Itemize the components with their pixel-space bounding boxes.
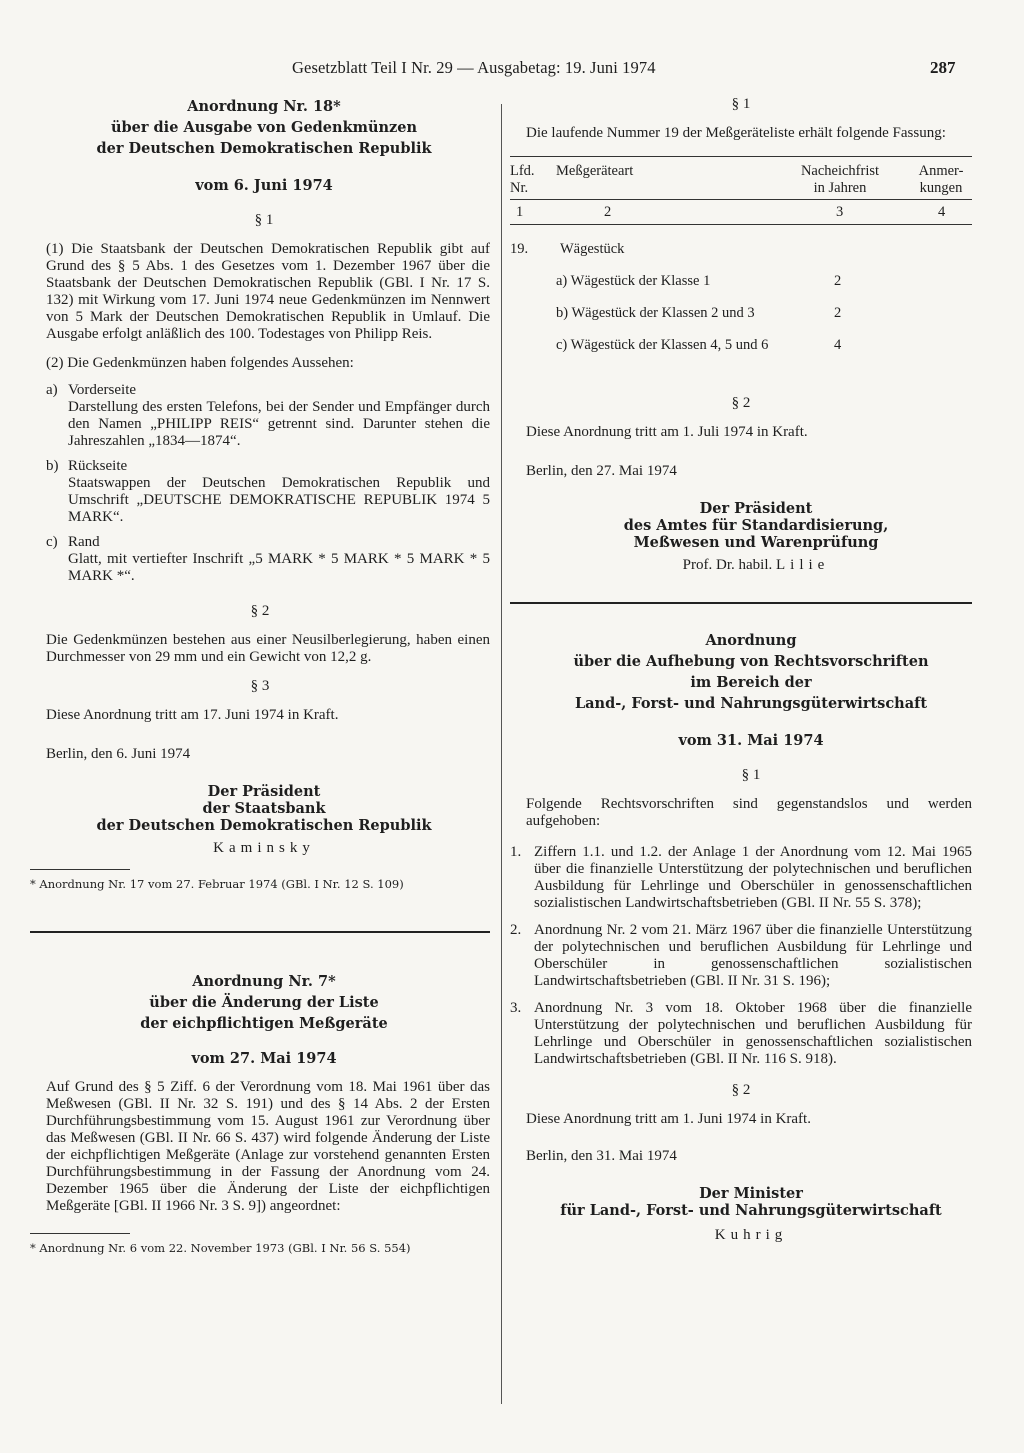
row-b-value: 2 bbox=[834, 305, 842, 321]
colnum-3: 3 bbox=[836, 204, 844, 220]
ao-item-2-number: 2. bbox=[510, 922, 522, 938]
row-a-label: a) Wägestück der Klasse 1 bbox=[556, 273, 711, 289]
ao-title-4: Land-, Forst- und Nahrungsgüterwirtschaft bbox=[574, 695, 928, 712]
row-title: Wägestück bbox=[560, 241, 625, 257]
ao-title-3: im Bereich der bbox=[690, 674, 812, 691]
a18-signature-line-1: Der Präsident bbox=[207, 783, 321, 800]
a18-item-a bbox=[30, 382, 490, 450]
column-divider bbox=[501, 104, 502, 1404]
table-header-period-line-1: Nacheichfrist bbox=[800, 163, 880, 179]
right-column bbox=[510, 96, 972, 1244]
row-c-label: c) Wägestück der Klassen 4, 5 und 6 bbox=[556, 337, 769, 353]
ao-signature-line-1: Der Minister bbox=[699, 1185, 803, 1202]
row-b-label: b) Wägestück der Klassen 2 und 3 bbox=[556, 305, 755, 321]
table-header-notes bbox=[910, 163, 972, 197]
ao-item-list bbox=[510, 844, 972, 1068]
a7-intro: Die laufende Nummer 19 der Meßgeräteliste erhält folgende Fassung: bbox=[526, 125, 946, 141]
a7-signer-prefix: Prof. Dr. habil. bbox=[682, 557, 773, 573]
a7-heading bbox=[38, 971, 490, 1034]
ao-item-3-text: Anordnung Nr. 3 vom 18. Oktober 1968 über die finanzielle Unterstützung der polytechnischen und beruflichen Ausbildung für Lehrlinge und Oberschüler in genossenschaftlichen sozialistischen Landwirtschaftsbetrieben (GBl. II Nr. 116 S. 918). bbox=[534, 1000, 972, 1067]
table-header-period bbox=[780, 163, 900, 197]
a18-item-c-text: Glatt, mit vertiefter Inschrift „5 MARK * 5 MARK * 5 MARK * 5 MARK *“. bbox=[68, 551, 490, 584]
table-colnum-row bbox=[510, 200, 972, 225]
page-header bbox=[0, 58, 1024, 86]
a7-date: vom 27. Mai 1974 bbox=[191, 1050, 337, 1067]
ao-item-2-text: Anordnung Nr. 2 vom 21. März 1967 über die finanzielle Unterstützung der polytechnischen und beruflichen Ausbildung für Lehrlinge und Oberschüler in genossenschaftlichen sozialistischen Landwirtschaftsbetrieben (GBl. II Nr. 31 S. 196); bbox=[534, 922, 972, 989]
row-a-value: 2 bbox=[834, 273, 842, 289]
row-c-value: 4 bbox=[834, 337, 842, 353]
table-header-lfd-line-1: Lfd. bbox=[510, 163, 535, 179]
section-separator-right bbox=[510, 602, 972, 604]
a7-signature-line-2: des Amtes für Standardisierung, bbox=[623, 517, 889, 534]
page-number: 287 bbox=[930, 58, 956, 77]
a18-item-a-label: a) bbox=[46, 382, 58, 398]
row-number: 19. bbox=[510, 241, 529, 257]
gazette-title: Gesetzblatt Teil I Nr. 29 — Ausgabetag: 19. Juni 1974 bbox=[292, 58, 656, 77]
measuring-devices-table bbox=[510, 156, 972, 381]
left-column bbox=[30, 96, 490, 1257]
a18-item-b bbox=[30, 458, 490, 526]
table-header-lfd-line-2: Nr. bbox=[510, 180, 529, 196]
a18-paragraph-2: (2) Die Gedenkmünzen haben folgendes Aussehen: bbox=[46, 355, 354, 371]
table-header-device-type bbox=[556, 163, 633, 180]
ao-section-1: § 1 bbox=[741, 767, 761, 783]
a7-title-1: Anordnung Nr. 7* bbox=[192, 973, 336, 990]
a18-item-c bbox=[30, 534, 490, 585]
a7-title-3: der eichpflichtigen Meßgeräte bbox=[140, 1015, 388, 1032]
a7-title-2: über die Änderung der Liste bbox=[149, 994, 379, 1011]
section-separator-left bbox=[30, 931, 490, 933]
a7-signature-line-3: Meßwesen und Warenprüfung bbox=[633, 534, 879, 551]
a18-paragraph-3: Die Gedenkmünzen bestehen aus einer Neusilberlegierung, haben einen Durchmesser von 29 mm und ein Gewicht von 12,2 g. bbox=[46, 632, 490, 665]
ao-item-1-number: 1. bbox=[510, 844, 522, 860]
colnum-1: 1 bbox=[516, 204, 524, 220]
a18-item-a-text: Darstellung des ersten Telefons, bei der Sender und Empfänger durch den Namen „PHILIPP REIS“ getrennt sind. Darunter stehen die Jahreszahlen „1834—1874“. bbox=[68, 399, 490, 449]
colnum-2: 2 bbox=[604, 204, 612, 220]
ao-intro: Folgende Rechtsvorschriften sind gegenstandslos und werden aufgehoben: bbox=[526, 796, 972, 829]
ao-heading bbox=[530, 630, 972, 714]
a18-item-c-label: c) bbox=[46, 534, 58, 550]
list-item bbox=[510, 922, 972, 990]
a18-heading bbox=[38, 96, 490, 159]
a7-footnote: * Anordnung Nr. 6 vom 22. November 1973 (GBl. I Nr. 56 S. 554) bbox=[30, 1241, 411, 1255]
a7-signer: Lilie bbox=[776, 557, 830, 573]
table-header-lfd-nr bbox=[510, 163, 535, 197]
a18-section-3: § 3 bbox=[250, 678, 270, 694]
ao-section-2: § 2 bbox=[731, 1082, 751, 1098]
ao-date: vom 31. Mai 1974 bbox=[678, 732, 824, 749]
a18-item-b-label: b) bbox=[46, 458, 59, 474]
a7-signer-line bbox=[540, 557, 972, 574]
a18-item-c-title: Rand bbox=[68, 534, 100, 550]
a18-footnote-rule bbox=[30, 869, 130, 870]
ao-item-3-number: 3. bbox=[510, 1000, 522, 1016]
list-item bbox=[510, 1000, 972, 1068]
ao-signer: Kuhrig bbox=[714, 1227, 788, 1243]
a18-section-1: § 1 bbox=[254, 212, 274, 228]
a18-paragraph-4: Diese Anordnung tritt am 17. Juni 1974 in Kraft. bbox=[46, 707, 339, 723]
a7-section-1: § 1 bbox=[731, 96, 751, 112]
a7-signature-line-1: Der Präsident bbox=[699, 500, 813, 517]
a18-item-b-title: Rückseite bbox=[68, 458, 128, 474]
a18-title-3: der Deutschen Demokratischen Republik bbox=[96, 140, 432, 157]
a7-paragraph-2: Diese Anordnung tritt am 1. Juli 1974 in Kraft. bbox=[526, 424, 808, 440]
a18-date: vom 6. Juni 1974 bbox=[195, 177, 333, 194]
table-header-notes-line-2: kungen bbox=[919, 180, 963, 196]
table-body bbox=[510, 225, 972, 381]
ao-place-date: Berlin, den 31. Mai 1974 bbox=[526, 1148, 677, 1164]
table-header-device-line-1: Meßgeräteart bbox=[556, 163, 634, 179]
a18-section-2: § 2 bbox=[250, 603, 270, 619]
ao-title-2: über die Aufhebung von Rechtsvorschriften bbox=[573, 653, 929, 670]
a7-signature-block bbox=[540, 500, 972, 551]
ao-paragraph-2: Diese Anordnung tritt am 1. Juni 1974 in Kraft. bbox=[526, 1111, 811, 1127]
a7-footnote-rule bbox=[30, 1233, 130, 1234]
table-header-notes-line-1: Anmer- bbox=[918, 163, 964, 179]
a18-signature-block bbox=[38, 783, 490, 834]
table-header-period-line-2: in Jahren bbox=[813, 180, 867, 196]
a18-item-b-text: Staatswappen der Deutschen Demokratischen Republik und Umschrift „DEUTSCHE DEMOKRATISCHE REPUBLIK 1974 5 MARK“. bbox=[68, 475, 490, 525]
a18-item-a-title: Vorderseite bbox=[68, 382, 137, 398]
a18-signature-line-2: der Staatsbank bbox=[202, 800, 326, 817]
a7-paragraph-1: Auf Grund des § 5 Ziff. 6 der Verordnung vom 18. Mai 1961 über das Meßwesen (GBl. II Nr. 32 S. 191) und des § 14 Abs. 2 der Ersten Durchführungsbestimmung vom 15. August 1961 zur Verordnung über das Meßwesen (GBl. II Nr. 66 S. 437) wird folgende Änderung der Liste der eichpflichtigen Meßgeräte (Anlage zur vorstehend genannten Ersten Durchführungsbestimmung in der Fassung der Anordnung vom 24. Dezember 1965 über die Änderung der Liste der eichpflichtigen Meßgeräte [GBl. II 1966 Nr. 3 S. 9]) angeordnet: bbox=[46, 1079, 490, 1214]
a18-signature-line-3: der Deutschen Demokratischen Republik bbox=[96, 817, 432, 834]
ao-item-1-text: Ziffern 1.1. und 1.2. der Anlage 1 der Anordnung vom 12. Mai 1965 über die finanzielle Unterstützung der polytechnischen und beruflichen Ausbildung für Lehrlinge und Oberschüler in genossenschaftlichen sozialistischen Landwirtschaftsbetrieben (GBl. II Nr. 55 S. 378); bbox=[534, 844, 972, 911]
a7-section-2: § 2 bbox=[731, 395, 751, 411]
a18-signer: Kaminsky bbox=[213, 840, 315, 856]
a18-place-date: Berlin, den 6. Juni 1974 bbox=[46, 746, 191, 762]
ao-signature-block bbox=[530, 1185, 972, 1219]
a18-footnote: * Anordnung Nr. 17 vom 27. Februar 1974 (GBl. I Nr. 12 S. 109) bbox=[30, 877, 404, 891]
ao-title-1: Anordnung bbox=[705, 632, 797, 649]
ao-signature-line-2: für Land-, Forst- und Nahrungsgüterwirtschaft bbox=[560, 1202, 942, 1219]
a18-paragraph-1: (1) Die Staatsbank der Deutschen Demokratischen Republik gibt auf Grund des § 5 Abs. 1 des Gesetzes vom 1. Dezember 1967 über die Staatsbank der Deutschen Demokratischen Republik (GBl. I Nr. 17 S. 132) mit Wirkung vom 17. Juni 1974 neue Gedenkmünzen im Nennwert von 5 Mark der Deutschen Demokratischen Republik in Umlauf. Die Ausgabe erfolgt anläßlich des 100. Todestages von Philipp Reis. bbox=[46, 241, 490, 342]
a18-title-2: über die Ausgabe von Gedenkmünzen bbox=[110, 119, 418, 136]
table-header-row bbox=[510, 157, 972, 200]
colnum-4: 4 bbox=[938, 204, 946, 220]
a18-title-1: Anordnung Nr. 18* bbox=[187, 98, 341, 115]
list-item bbox=[510, 844, 972, 912]
a7-place-date: Berlin, den 27. Mai 1974 bbox=[526, 463, 677, 479]
